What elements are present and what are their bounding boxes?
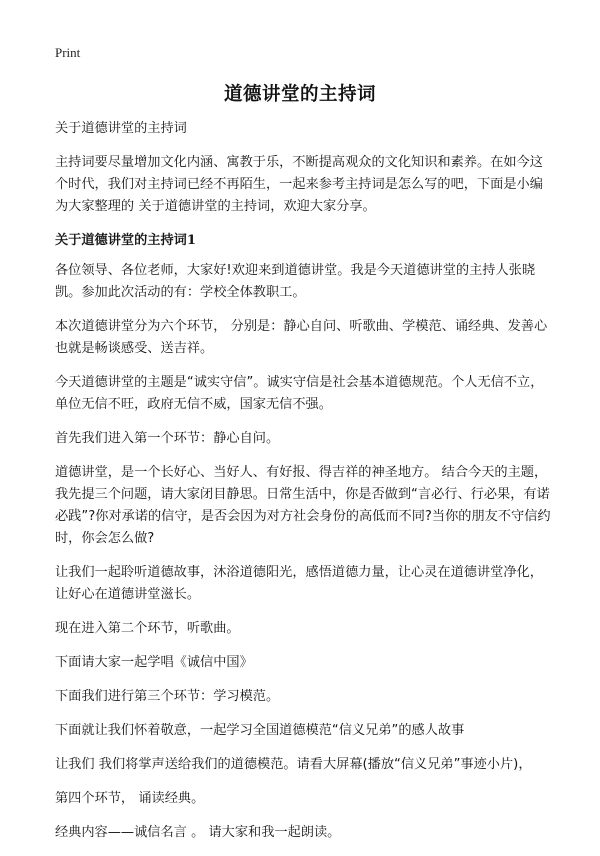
body-paragraph: 道德讲堂，是一个长好心、当好人、有好报、得吉祥的神圣地方。 结合今天的主题，我先提三个问题，请大家闭目静思。日常生活中，你是否做到“言必行、行必果，有诺必践”?你对承诺的信守，是否会因为对方社会身份的高低而不同?当你的朋友不守信约时，你会怎么做? [55, 465, 551, 546]
article-body [55, 118, 555, 856]
body-paragraph: 经典内容——诚信名言 。 请大家和我一起朗读。 [55, 825, 341, 840]
page-title: 道德讲堂的主持词 [223, 84, 376, 105]
intro-heading: 关于道德讲堂的主持词 [55, 121, 187, 136]
body-paragraph: 让我们一起聆听道德故事，沐浴道德阳光，感悟道德力量，让心灵在道德讲堂净化，让好心在道德讲堂滋长。 [55, 565, 543, 602]
body-paragraph: 现在进入第二个环节，听歌曲。 [55, 621, 240, 636]
body-paragraph: 下面请大家一起学唱《诚信中国》 [55, 655, 253, 670]
print-link[interactable]: Print [55, 45, 81, 60]
body-paragraph: 今天道德讲堂的主题是“诚实守信”。诚实守信是社会基本道德规范。个人无信不立，单位无信不旺，政府无信不威，国家无信不强。 [55, 375, 544, 412]
intro-paragraph: 主持词要尽量增加文化内涵、寓教于乐，不断提高观众的文化知识和素养。在如今这个时代，我们对主持词已经不再陌生，一起来参考主持词是怎么写的吧，下面是小编为大家整理的 关于道德讲堂的主持词，欢迎大家分享。 [55, 155, 543, 214]
body-paragraph: 下面就让我们怀着敬意，一起学习全国道德模范“信义兄弟”的感人故事 [55, 723, 465, 738]
body-paragraph: 本次道德讲堂分为六个环节， 分别是：静心自问、听歌曲、学模范、诵经典、发善心也就是畅谈感受、送吉祥。 [55, 319, 548, 356]
section-heading: 关于道德讲堂的主持词1 [55, 233, 197, 248]
body-paragraph: 各位领导、各位老师，大家好!欢迎来到道德讲堂。我是今天道德讲堂的主持人张晓凯。参加此次活动的有：学校全体教职工。 [55, 263, 536, 300]
body-paragraph: 第四个环节， 诵读经典。 [55, 791, 205, 806]
body-paragraph: 首先我们进入第一个环节：静心自问。 [55, 431, 280, 446]
body-paragraph: 下面我们进行第三个环节：学习模范。 [55, 689, 280, 704]
body-paragraph: 让我们 我们将掌声送给我们的道德模范。请看大屏幕(播放“信义兄弟”事迹小片)， [55, 757, 532, 772]
